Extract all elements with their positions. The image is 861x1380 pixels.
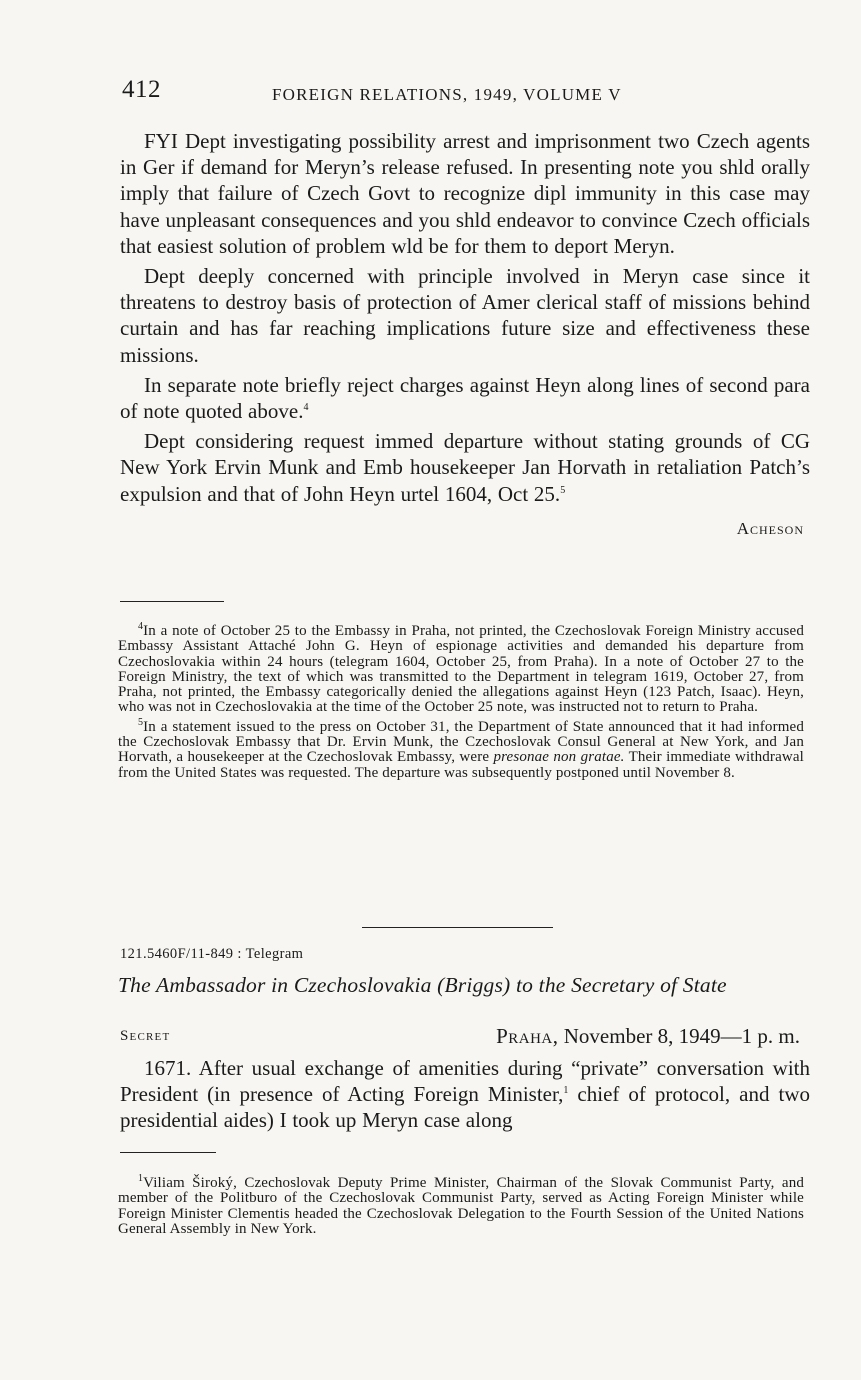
paragraph-4-text: Dept considering request immed departure without stating grounds of CG New York Ervin Munk and Emb housekeeper Jan Horvath in retaliation Patch’s expulsion and that of John Heyn urtel 1604, Oct 25. — [120, 429, 810, 506]
dateline-place: Praha, — [496, 1024, 559, 1048]
dateline — [496, 1024, 800, 1049]
footnote-text-end: Their immediate withdrawal from the United States was requested. The departure was subsequently postponed until November 8. — [118, 749, 804, 781]
footnote-text: Viliam Široký, Czechoslovak Deputy Prime Minister, Chairman of the Slovak Communist Party, and member of the Politburo of the Czechoslovak Communist Party, served as Acting Foreign Minister while Foreign Minister Clementis headed the Czechoslovak Delegation to the Fourth Session of the United Nations General Assembly in New York. — [118, 1175, 804, 1237]
document-title: The Ambassador in Czechoslovakia (Briggs) to the Secretary of State — [118, 973, 727, 997]
dateline-date: November 8, 1949—1 p. m. — [558, 1024, 800, 1048]
page-header — [122, 76, 812, 106]
footnote-marker: 4 — [138, 621, 144, 632]
footnote-ref-5: 5 — [560, 484, 566, 496]
paragraph-3-text: In separate note briefly reject charges against Heyn along lines of second para of note quoted above. — [120, 372, 810, 424]
telegram-body — [120, 1055, 810, 1138]
footnote-italic-phrase: presonae non gratae. — [493, 749, 625, 766]
footnotes-2 — [118, 1173, 804, 1241]
section-divider — [362, 927, 553, 928]
file-reference: 121.5460F/11-849 : Telegram — [120, 946, 304, 962]
footnote-text: In a statement issued to the press on October 31, the Department of State announced that it had informed the Czechoslovak Embassy that Dr. Ervin Munk, the Czechoslovak Consul General at New York, and Jan Horvath, a housekeeper at the Czechoslovak Embassy, were — [118, 718, 804, 766]
paragraph-1: FYI Dept investigating possibility arrest and imprisonment two Czech agents in Ger if demand for Meryn’s release refused. In presenting note you shld orally imply that failure of Czech Govt to recognize dipl immunity in this case may have unpleasant consequences and you shld endeavor to convince Czech officials that easiest solution of problem wld be for them to deport Meryn. — [120, 129, 810, 258]
running-head: FOREIGN RELATIONS, 1949, VOLUME V — [272, 85, 622, 104]
dateline-row — [120, 1024, 800, 1052]
footnote-marker: 5 — [138, 716, 144, 728]
telegram-paragraph — [120, 1055, 810, 1134]
body-text — [120, 128, 810, 539]
footnote-5 — [118, 716, 804, 781]
classification: Secret — [120, 1028, 171, 1044]
page-number: 412 — [122, 76, 161, 103]
footnote-text: In a note of October 25 to the Embassy in Praha, not printed, the Czechoslovak Foreign Ministry accused Embassy Assistant Attaché John G. Heyn of espionage activities and demanded his departure from Czechoslovakia within 24 hours (telegram 1604, October 25, from Praha). In a note of October 27 to the Foreign Ministry, the text of which was transmitted to the Department in telegram 1619, October 27, from Praha, not printed, the Embassy categorically denied the allegations against Heyn (123 Patch, Isaac). Heyn, who was not in Czechoslovakia at the time of the October 25 note, was instructed not to return to Praha. — [118, 623, 804, 716]
footnote-marker: 1 — [138, 1173, 144, 1184]
footnote-ref-1: 1 — [563, 1085, 569, 1097]
paragraph-4 — [120, 428, 810, 507]
footnote-divider — [120, 601, 224, 602]
footnote-ref-4: 4 — [303, 402, 309, 414]
telegram-text-end: chief of protocol, and two presidential aides) I took up Meryn case along — [120, 1082, 810, 1133]
paragraph-2: Dept deeply concerned with principle involved in Meryn case since it threatens to destroy basis of protection of Amer clerical staff of missions behind curtain and has far reaching implications future size and effectiveness these missions. — [120, 264, 810, 367]
footnote-4 — [118, 621, 804, 716]
footnotes — [118, 621, 804, 785]
footnote-divider-2 — [120, 1152, 216, 1153]
telegram-text: 1671. After usual exchange of amenities during “private” conversation with President (in presence of Acting Foreign Minister, — [120, 1056, 810, 1107]
footnote-1 — [118, 1173, 804, 1237]
paragraph-3 — [120, 372, 810, 424]
signature: Acheson — [736, 518, 804, 538]
